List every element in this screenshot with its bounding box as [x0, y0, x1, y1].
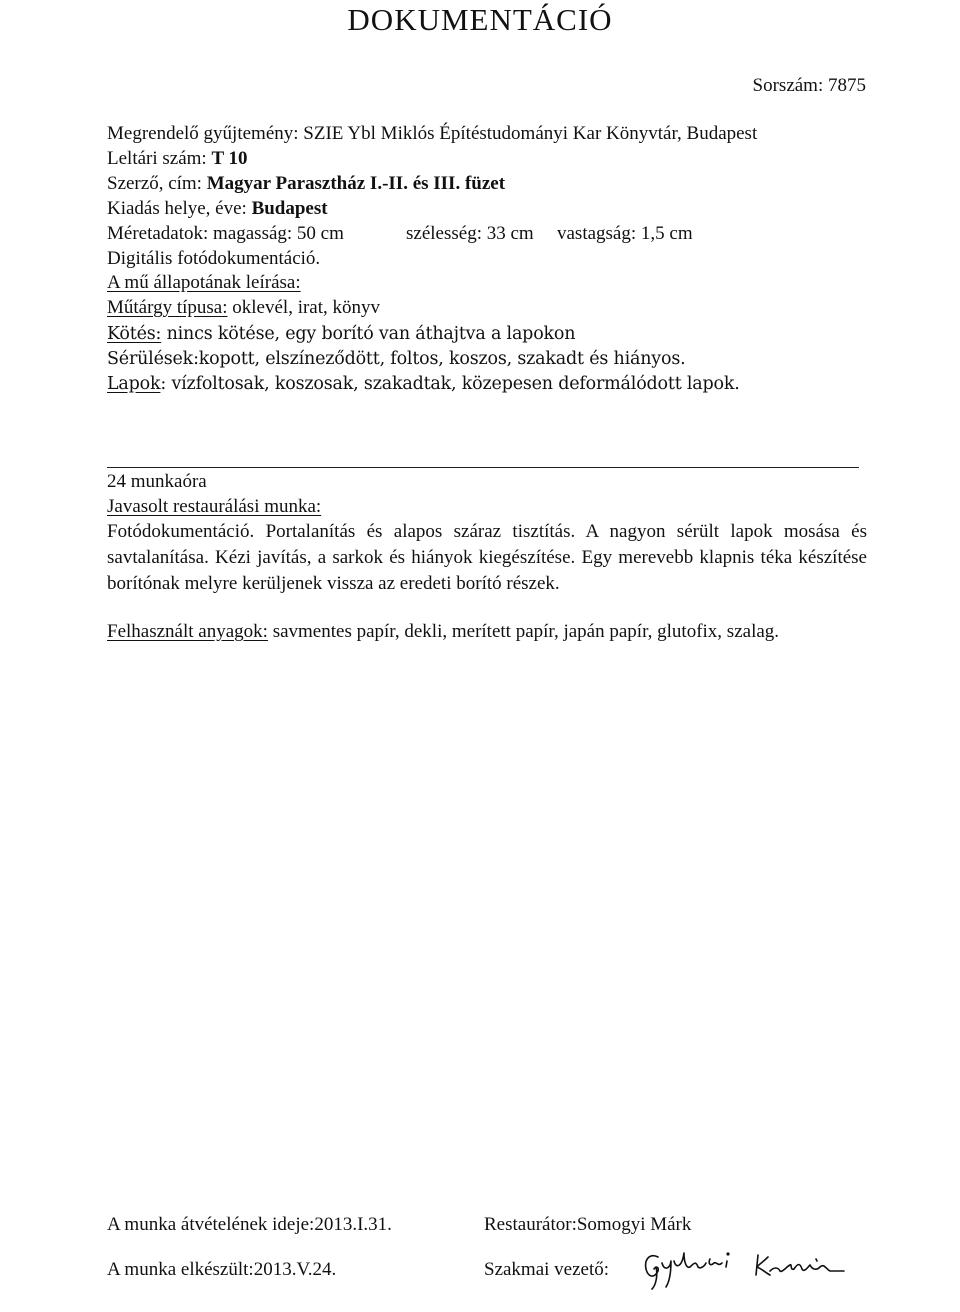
orderer-value: SZIE Ybl Miklós Építéstudományi Kar Könyvtár, Budapest: [298, 123, 758, 144]
condition-heading: A mű állapotának leírása:: [107, 272, 301, 293]
binding-value: nincs kötése, egy borító van áthajtva a lapokon: [161, 324, 576, 344]
inventory-label: Leltári szám:: [107, 148, 212, 169]
publication-value: Budapest: [251, 198, 328, 219]
materials-paragraph: [107, 619, 867, 645]
completed-date: A munka elkészült:2013.V.24.: [107, 1259, 337, 1280]
binding-line: [107, 322, 575, 346]
binding-label: Kötés:: [107, 324, 162, 344]
section-divider: [107, 467, 859, 468]
pages-label: Lapok: [107, 374, 161, 394]
dimensions-height: Méretadatok: magasság: 50 cm: [107, 223, 344, 244]
orderer-label: Megrendelő gyűjtemény:: [107, 123, 299, 144]
received-date: A munka átvételének ideje:2013.I.31.: [107, 1214, 392, 1235]
inventory-value: T 10: [211, 148, 248, 169]
restorer-name: Restaurátor:Somogyi Márk: [484, 1214, 692, 1235]
digital-doc: Digitális fotódokumentáció.: [107, 248, 321, 269]
materials-value: savmentes papír, dekli, merített papír, japán papír, glutofix, szalag.: [267, 621, 780, 642]
author-value: Magyar Parasztház I.-II. és III. füzet: [206, 173, 506, 194]
proposed-text: Fotódokumentáció. Portalanítás és alapos száraz tisztítás. A nagyon sérült lapok mosása és savtalanítása. Kézi javítás, a sarkok és hiányok kiegészítése. Egy merevebb klapnis téka készítése borítónak melyre kerüljenek vissza az eredeti borító részek.: [107, 521, 867, 594]
damage-line: Sérülések:kopott, elszíneződött, foltos, koszos, szakadt és hiányos.: [107, 349, 686, 369]
type-value: oklevél, irat, könyv: [227, 297, 381, 318]
author-line: [107, 172, 505, 196]
publication-label: Kiadás helye, éve:: [107, 198, 252, 219]
proposed-heading: Javasolt restaurálási munka:: [107, 496, 322, 517]
supervisor-label: Szakmai vezető:: [484, 1259, 610, 1280]
pages-value: : vízfoltosak, koszosak, szakadtak, közepesen deformálódott lapok.: [160, 374, 740, 394]
dimensions-thickness: vastagság: 1,5 cm: [557, 223, 693, 244]
materials-label: Felhasznált anyagok:: [107, 621, 268, 642]
inventory-line: [107, 147, 248, 171]
publication-line: [107, 197, 328, 221]
type-line: [107, 296, 380, 320]
document-title: DOKUMENTÁCIÓ: [347, 2, 613, 37]
dimensions-width: szélesség: 33 cm: [406, 223, 534, 244]
handwritten-signature: [640, 1245, 860, 1295]
author-label: Szerző, cím:: [107, 173, 207, 194]
type-label: Műtárgy típusa:: [107, 297, 228, 318]
pages-line: [107, 372, 740, 396]
work-hours: 24 munkaóra: [107, 471, 207, 492]
orderer-line: [107, 122, 757, 146]
serial-number: Sorszám: 7875: [752, 75, 866, 96]
